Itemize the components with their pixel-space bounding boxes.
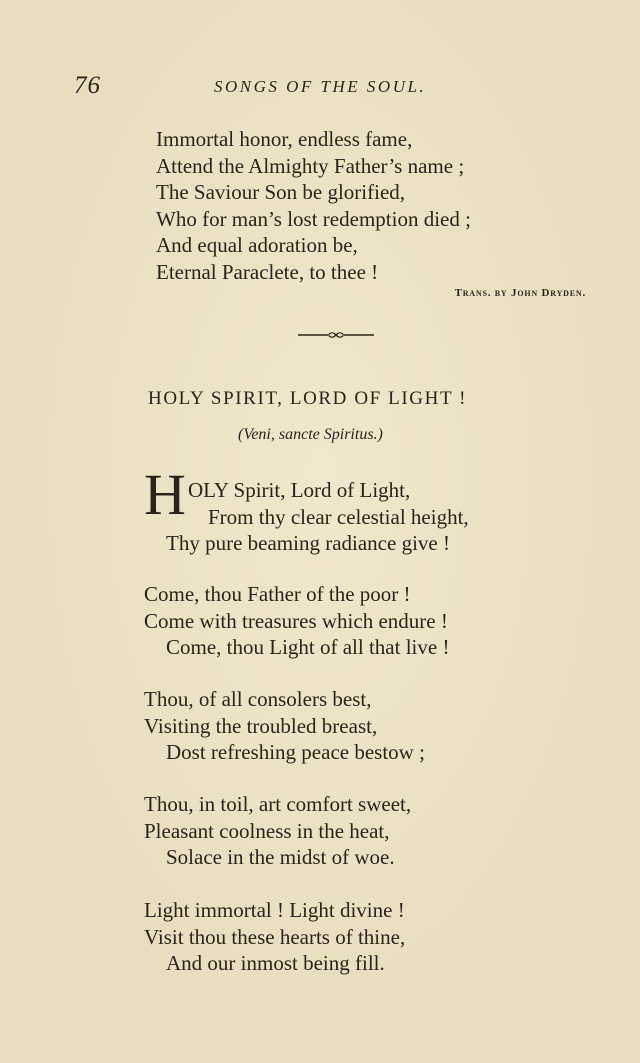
- verse-line: And equal adoration be,: [156, 233, 358, 257]
- top-stanza: [156, 126, 471, 285]
- poem-title: HOLY SPIRIT, LORD OF LIGHT !: [148, 388, 468, 409]
- drop-cap: H: [144, 462, 186, 527]
- stanza-2: [144, 581, 449, 661]
- verse-line: Thy pure beaming radiance give !: [166, 531, 450, 555]
- verse-line: Light immortal ! Light divine !: [144, 898, 405, 922]
- verse-line: Solace in the midst of woe.: [166, 845, 395, 869]
- verse-line: Come with treasures which endure !: [144, 608, 448, 633]
- verse-line: Who for man’s lost redemption died ;: [156, 206, 471, 231]
- verse-line: Thou, of all consolers best,: [144, 687, 372, 711]
- verse-line: The Saviour Son be glorified,: [156, 180, 406, 204]
- running-head: SONGS OF THE SOUL.: [214, 77, 427, 96]
- stanza-1: [144, 477, 469, 557]
- verse-line: Dost refreshing peace bestow ;: [166, 740, 425, 764]
- verse-line: Come, thou Light of all that live !: [166, 635, 450, 659]
- verse-line: Eternal Paraclete, to thee !: [156, 259, 379, 284]
- verse-line: OLY Spirit, Lord of Light,: [188, 478, 411, 502]
- verse-line: Attend the Almighty Father’s name ;: [156, 153, 465, 178]
- verse-line: Pleasant coolness in the heat,: [144, 818, 390, 843]
- verse-line: Visit thou these hearts of thine,: [144, 924, 406, 949]
- verse-line: Come, thou Father of the poor !: [144, 582, 411, 606]
- stanza-4: [144, 791, 411, 871]
- verse-line: Thou, in toil, art comfort sweet,: [144, 792, 412, 816]
- stanza-3: [144, 686, 425, 766]
- verse-line: Immortal honor, endless fame,: [156, 127, 413, 151]
- page-number: 76: [74, 72, 101, 99]
- poem-subtitle: (Veni, sancte Spiritus.): [238, 426, 383, 443]
- attribution: Trans. by John Dryden.: [454, 287, 586, 299]
- verse-line: Visiting the troubled breast,: [144, 713, 378, 738]
- ornament-divider-icon: [298, 330, 374, 340]
- verse-line: And our inmost being fill.: [166, 951, 385, 975]
- stanza-5: [144, 897, 405, 977]
- verse-line: From thy clear celestial height,: [208, 504, 469, 529]
